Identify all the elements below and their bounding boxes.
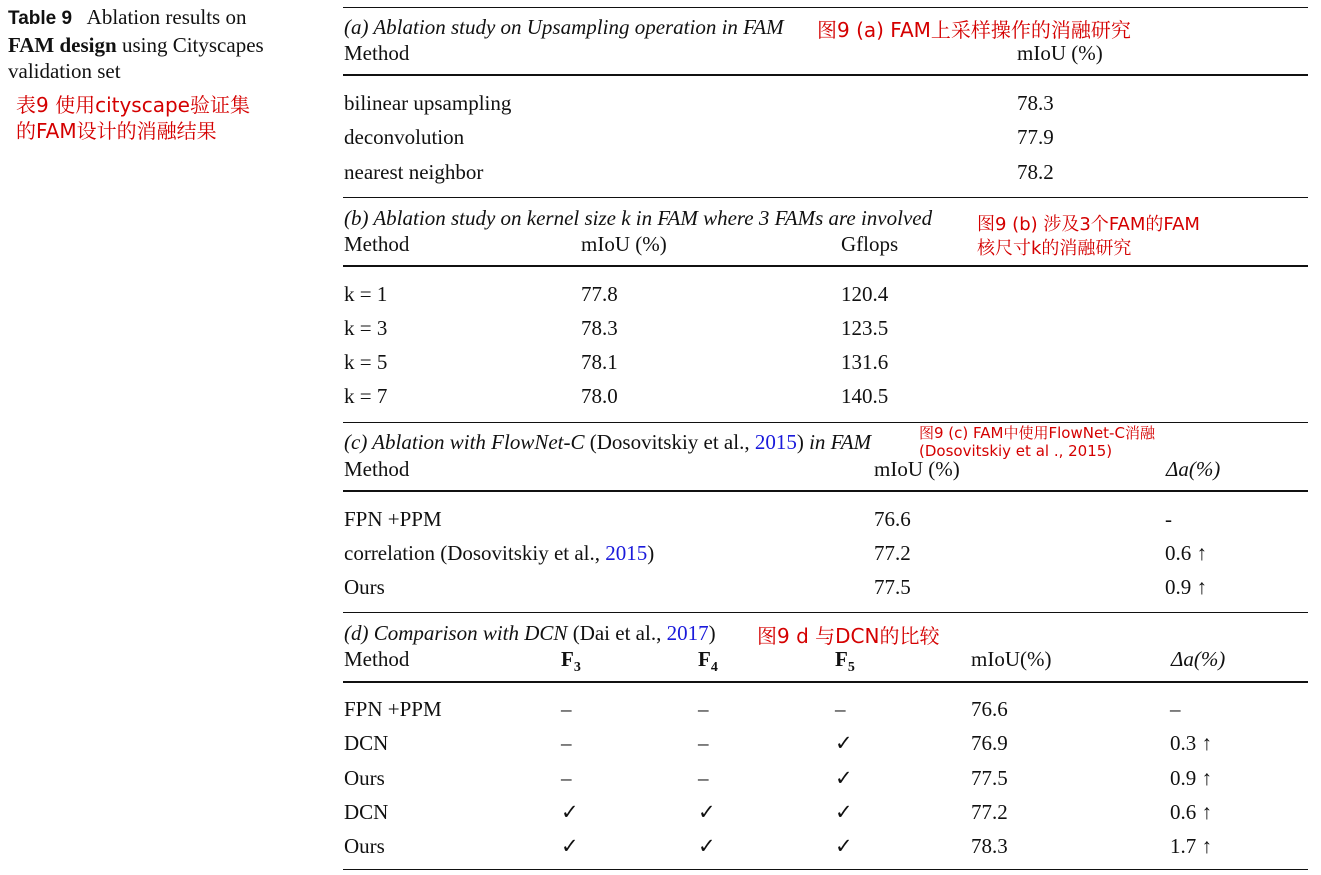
rule-bottom (343, 869, 1308, 870)
section-b-header-gflops: Gflops (841, 232, 899, 256)
section-d-row2-f3: – (561, 731, 572, 755)
section-a-row1-method: bilinear upsampling (344, 91, 512, 115)
section-b-row1-miou: 77.8 (581, 282, 618, 306)
f5-subscript: 5 (847, 660, 855, 676)
section-c-annotation (919, 424, 1155, 460)
section-d-row2-f5: ✓ (835, 731, 853, 755)
section-b-row2-method: k = 3 (344, 316, 388, 340)
section-b-row3-gflops: 131.6 (841, 350, 889, 374)
section-c-annotation-line1: 图9 (c) FAM中使用FlowNet-C消融 (919, 424, 1155, 442)
section-c-row1-delta: - (1165, 507, 1172, 531)
section-d-row4-delta: 0.6 ↑ (1170, 800, 1212, 824)
section-a-annotation: 图9 (a) FAM上采样操作的消融研究 (817, 18, 1131, 42)
section-b-row2-gflops: 123.5 (841, 316, 889, 340)
section-a-row1-miou: 78.3 (1017, 91, 1054, 115)
section-d-row1-method: FPN +PPM (344, 697, 442, 721)
section-d-title-year-link[interactable]: 2017 (666, 621, 709, 645)
caption-bold: FAM design (8, 33, 117, 57)
section-d-row5-miou: 78.3 (971, 834, 1008, 858)
section-d-row4-f3: ✓ (561, 800, 579, 824)
section-d-title-cite: (Dai et al., (572, 621, 662, 645)
section-d-row5-f5: ✓ (835, 834, 853, 858)
section-c-annotation-line2: (Dosovitskiy et al ., 2015) (919, 442, 1113, 460)
section-c-title-text: (c) Ablation with FlowNet-C (344, 430, 585, 454)
f3-subscript: 3 (573, 660, 581, 676)
table-label: Table 9 (8, 8, 73, 29)
section-d-header-miou: mIoU(%) (971, 647, 1052, 671)
section-d-row3-f3: – (561, 766, 572, 790)
section-d-row4-miou: 77.2 (971, 800, 1008, 824)
section-c-row2-year-link[interactable]: 2015 (605, 541, 648, 565)
section-b-annotation-line2: 核尺寸k的消融研究 (977, 238, 1132, 259)
section-a-title: (a) Ablation study on Upsampling operation in FAM (344, 15, 784, 39)
section-d-row3-delta: 0.9 ↑ (1170, 766, 1212, 790)
section-d-header-f4 (698, 646, 718, 681)
section-b-row3-method: k = 5 (344, 350, 388, 374)
section-d-title-cite-close: ) (708, 621, 716, 645)
section-c-header-method: Method (344, 457, 410, 481)
section-d-row2-method: DCN (344, 731, 389, 755)
section-c-row2-method-text: correlation (Dosovitskiy et al., (344, 541, 601, 565)
section-d-title (344, 620, 716, 646)
rule-top (343, 7, 1308, 8)
caption-text-2: using Cityscapes (121, 33, 264, 57)
section-d-row3-miou: 77.5 (971, 766, 1008, 790)
f4-subscript: 4 (710, 660, 718, 676)
section-c-title-cite-close: ) (796, 430, 804, 454)
rule-c-end (343, 612, 1308, 613)
section-c-row2-method (344, 540, 654, 566)
section-d-row5-delta: 1.7 ↑ (1170, 834, 1212, 858)
section-b-title: (b) Ablation study on kernel size k in FAM where 3 FAMs are involved (344, 206, 933, 230)
section-a-row3-miou: 78.2 (1017, 160, 1054, 184)
section-d-row2-miou: 76.9 (971, 731, 1008, 755)
section-d-row4-method: DCN (344, 800, 389, 824)
section-d-row3-method: Ours (344, 766, 385, 790)
rule-a-end (343, 197, 1308, 198)
section-a-header-method: Method (344, 41, 410, 65)
section-d-row1-delta: – (1170, 697, 1181, 721)
f3-letter: F (561, 647, 574, 671)
section-c-row3-method: Ours (344, 575, 385, 599)
section-d-row3-f4: – (698, 766, 709, 790)
section-d-row4-f4: ✓ (698, 800, 716, 824)
rule-a-header (343, 74, 1308, 76)
section-b-row1-gflops: 120.4 (841, 282, 889, 306)
section-a-row2-method: deconvolution (344, 125, 465, 149)
section-b-row4-gflops: 140.5 (841, 384, 889, 408)
section-d-row3-f5: ✓ (835, 766, 853, 790)
section-b-header-miou: mIoU (%) (581, 232, 667, 256)
section-d-row5-method: Ours (344, 834, 385, 858)
section-c-row1-miou: 76.6 (874, 507, 911, 531)
caption-annotation-line1: 表9 使用cityscape验证集 (16, 93, 250, 117)
section-b-row3-miou: 78.1 (581, 350, 618, 374)
section-c-title-year-link[interactable]: 2015 (754, 430, 797, 454)
section-c-row2-delta: 0.6 ↑ (1165, 541, 1207, 565)
caption-annotation (16, 92, 250, 144)
section-d-row5-f4: ✓ (698, 834, 716, 858)
section-d-header-method: Method (344, 647, 410, 671)
section-b-row4-miou: 78.0 (581, 384, 618, 408)
section-b-header-method: Method (344, 232, 410, 256)
section-d-row1-f4: – (698, 697, 709, 721)
section-d-header-f3 (561, 646, 581, 681)
section-d-row1-f3: – (561, 697, 572, 721)
section-c-row1-method: FPN +PPM (344, 507, 442, 531)
f4-letter: F (698, 647, 711, 671)
caption-text-3: validation set (8, 59, 121, 83)
section-b-annotation (977, 213, 1200, 261)
rule-d-header (343, 681, 1308, 683)
section-d-row1-f5: – (835, 697, 846, 721)
section-d-row2-f4: – (698, 731, 709, 755)
rule-b-header (343, 265, 1308, 267)
caption-text-1: Ablation results on (86, 5, 247, 29)
section-d-title-text: (d) Comparison with DCN (344, 621, 568, 645)
section-b-row1-method: k = 1 (344, 282, 388, 306)
section-b-annotation-line1: 图9 (b) 涉及3个FAM的FAM (977, 214, 1200, 235)
section-c-title (344, 429, 871, 455)
section-d-row4-f5: ✓ (835, 800, 853, 824)
section-c-header-miou: mIoU (%) (874, 457, 960, 481)
section-c-row2-cite-close: ) (647, 541, 655, 565)
caption-annotation-line2: 的FAM设计的消融结果 (16, 119, 217, 143)
section-a-header-miou: mIoU (%) (1017, 41, 1103, 65)
section-c-row3-miou: 77.5 (874, 575, 911, 599)
section-b-row4-method: k = 7 (344, 384, 388, 408)
section-a-row3-method: nearest neighbor (344, 160, 484, 184)
section-b-row2-miou: 78.3 (581, 316, 618, 340)
section-d-row1-miou: 76.6 (971, 697, 1008, 721)
section-d-header-delta: Δa(%) (1171, 647, 1226, 671)
section-c-title-cite: (Dosovitskiy et al., (589, 430, 750, 454)
rule-c-header (343, 490, 1308, 492)
section-d-row2-delta: 0.3 ↑ (1170, 731, 1212, 755)
section-c-title-suffix: in FAM (809, 430, 872, 454)
section-d-row5-f3: ✓ (561, 834, 579, 858)
table-caption (8, 4, 308, 84)
f5-letter: F (835, 647, 848, 671)
section-c-row3-delta: 0.9 ↑ (1165, 575, 1207, 599)
section-d-header-f5 (835, 646, 855, 681)
section-a-row2-miou: 77.9 (1017, 125, 1054, 149)
section-c-header-delta: Δa(%) (1166, 457, 1221, 481)
rule-b-end (343, 422, 1308, 423)
section-c-row2-miou: 77.2 (874, 541, 911, 565)
section-d-annotation: 图9 d 与DCN的比较 (757, 624, 940, 648)
